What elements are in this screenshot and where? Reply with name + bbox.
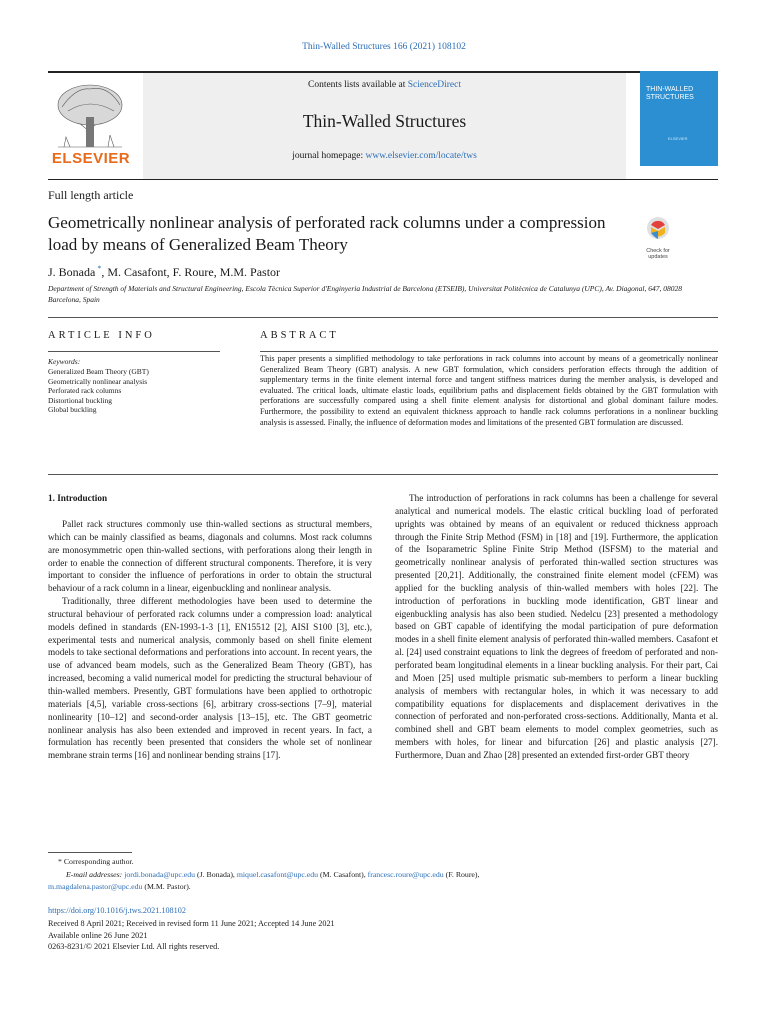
email-link[interactable]: jordi.bonada@upc.edu — [124, 870, 196, 879]
author-list — [48, 264, 280, 280]
abstract-text: This paper presents a simplified methodology to take perforations in rack columns into account by means of a geometrically nonlinear Generalized Beam Theory (GBT) analysis. A new GBT formulation, which considers perforation effects through the addition of supplementary terms in the finite element internal force and tangent stiffness matrices during the member analysis, is developed and evaluated. The critical loads, ultimate elastic loads, equilibrium paths and displacement fields obtained by the GBT formulation with perforations are successfully compared using a shell finite element analysis for distortional and global dominant failure modes. Furthermore, the possibility to extend an equivalent thickness approach to handle rack columns perforations in a nonlinear buckling analysis is assessed. Finally, the influence of deformation modes and limitations of the presented GBT formulation are discussed. — [260, 354, 718, 427]
keyword: Generalized Beam Theory (GBT) — [48, 367, 149, 376]
footnote-rule — [48, 852, 132, 853]
cover-publisher-mark: ELSEVIER — [668, 136, 688, 141]
body-column-right — [395, 492, 718, 762]
email-owner: (M.M. Pastor). — [142, 882, 191, 891]
article-info-rule — [48, 351, 220, 352]
paragraph: Traditionally, three different methodologies have been used to determine the structural behaviour of perforated rack columns under a compression load: analytical models defined in standards (EN-1993-1-3 [1], EN15512 [2], AISI S100 [3], etc.), experimental tests and numerical analysis, commonly based on shell finite element models to take sectional deformations and perforations into account. In recent years, the use of advanced beam models, such as the Generalized Beam Theory (GBT), has increased, becoming a valid numerical model for predicting the structural behaviour of thin-walled members. Presently, GBT formulations have been applied to orthotropic materials [4,5], variable cross-sections [6], arbitrary cross-sections [7–9], material nonlinearity [10–12] and second-order analysis [13–15], etc. The GBT geometric nonlinear analysis has also been extended and improved in recent years. In fact, a formulation has recently been presented that considers the whole set of nonlinear membrane strain terms [16] and nonlinear bending strains [17]. — [48, 596, 372, 761]
email-link[interactable]: m.magdalena.pastor@upc.edu — [48, 882, 143, 891]
divider — [48, 317, 718, 318]
doi-link[interactable]: https://doi.org/10.1016/j.tws.2021.108102 — [48, 906, 186, 915]
keywords-label: Keywords: — [48, 357, 81, 366]
copyright: 0263-8231/© 2021 Elsevier Ltd. All rights reserved. — [48, 942, 220, 951]
section-heading: 1. Introduction — [48, 493, 108, 503]
email-addresses — [48, 869, 716, 893]
keyword: Perforated rack columns — [48, 386, 122, 395]
email-owner: (F. Roure), — [443, 870, 480, 879]
crossmark-icon — [637, 215, 679, 243]
corresponding-author-note: * Corresponding author. — [58, 857, 134, 866]
body-column-left — [48, 518, 372, 762]
affiliation: Department of Strength of Materials and Structural Engineering, Escola Tècnica Superior d'Enginyeria Industrial de Barcelona (ETSEIB), Universitat Politècnica de Catalunya (UPC), Av. Diagonal, 647, 08028 Barcelona, Spain — [48, 284, 683, 304]
email-owner: (M. Casafont), — [318, 870, 368, 879]
header-bottom-rule — [48, 179, 718, 180]
article-title: Geometrically nonlinear analysis of perforated rack columns under a compression load by means of Generalized Beam Theory — [48, 213, 606, 254]
author-rest: , M. Casafont, F. Roure, M.M. Pastor — [101, 265, 281, 279]
journal-homepage — [143, 151, 626, 161]
keyword: Geometrically nonlinear analysis — [48, 376, 148, 386]
contents-prefix: Contents lists available at — [307, 80, 408, 90]
crossmark-badge[interactable] — [637, 215, 679, 260]
cover-title: THIN-WALLED STRUCTURES — [646, 86, 694, 101]
email-label: E-mail addresses: — [66, 870, 125, 879]
abstract-heading: ABSTRACT — [260, 330, 339, 341]
paragraph: The introduction of perforations in rack columns has been a challenge for several analytical and numerical models. The elastic critical buckling load of perforated uprights was obtained by means of an equivalent or reduced thickness approach through the Finite Strip Method (FSM) in [18] and [19]. Furthermore, the application of the Isoparametric Spline Finite Strip Method (ISFSM) to the material and geometrically nonlinear analysis of perforated thin-walled section structures was presented [20,21]. Additionally, the constrained finite element model (cFEM) was applied for the buckling analysis of thin-walled members with holes [22]. The introduction of perforations in buckling mode identification, GBT linear and eigenbuckling analysis has also been studied. Nedelcu [23] presented a methodology based on GBT capable of identifying the modal participation of pure deformation modes in a shell finite element analysis of perforated thin-walled members. Casafont et al. [24] used constraint equations to link the degrees of freedom of perforated and non-perforated beam longitudinal elements in a linear buckling analysis. For their part, Cai and Moen [25] used multiple prismatic sub-members to perform a linear buckling analysis of members with rectangular holes, in which it was necessary to add compatibility equations for displacements and displacement derivatives in the connection of perforated and non-perforated cross-sections. Additionally, Manta et al. combined shell and GBT beam elements to model complex geometries, such as members with holes, for linear and bifurcation [26] and plastic analysis [27]. Furthermore, Duan and Zhao [28] presented an extended first-order GBT theory — [395, 493, 718, 760]
divider — [48, 474, 718, 475]
received-dates: Received 8 April 2021; Received in revised form 11 June 2021; Accepted 14 June 2021 — [48, 919, 335, 928]
contents-available — [143, 80, 626, 90]
keyword: Distortional buckling — [48, 395, 112, 405]
email-link[interactable]: miquel.casafont@upc.edu — [236, 870, 319, 879]
online-date: Available online 26 June 2021 — [48, 930, 148, 940]
homepage-prefix: journal homepage: — [292, 151, 366, 161]
homepage-link[interactable]: www.elsevier.com/locate/tws — [365, 151, 477, 161]
email-link[interactable]: francesc.roure@upc.edu — [367, 870, 444, 879]
sciencedirect-link[interactable]: ScienceDirect — [407, 80, 461, 90]
keywords-list — [48, 367, 149, 415]
article-type: Full length article — [48, 188, 134, 202]
corresponding-marker[interactable]: * — [95, 264, 102, 273]
author-first[interactable]: J. Bonada — [48, 265, 96, 279]
crossmark-label: Check for updates — [646, 248, 670, 260]
elsevier-wordmark: ELSEVIER — [51, 150, 131, 167]
email-owner: (J. Bonada), — [195, 870, 237, 879]
paragraph: Pallet rack structures commonly use thin-walled sections as structural members, which can be mainly classified as beams, diagonals and columns. Most rack columns are monosymmetric open thin-walled sections, with perforations along their length in order to enable the connection of different structural components. Therefore, it is very important to consider the influence of perforations in order to obtain the structural behaviour of a rack column in a linear, eigenbuckling and nonlinear analysis. — [48, 519, 372, 594]
journal-reference[interactable]: Thin-Walled Structures 166 (2021) 108102 — [302, 42, 466, 52]
abstract-rule — [260, 351, 718, 352]
article-dates — [48, 918, 335, 953]
article-info-heading: ARTICLE INFO — [48, 330, 155, 341]
journal-title: Thin-Walled Structures — [302, 111, 467, 131]
keyword: Global buckling — [48, 405, 97, 414]
